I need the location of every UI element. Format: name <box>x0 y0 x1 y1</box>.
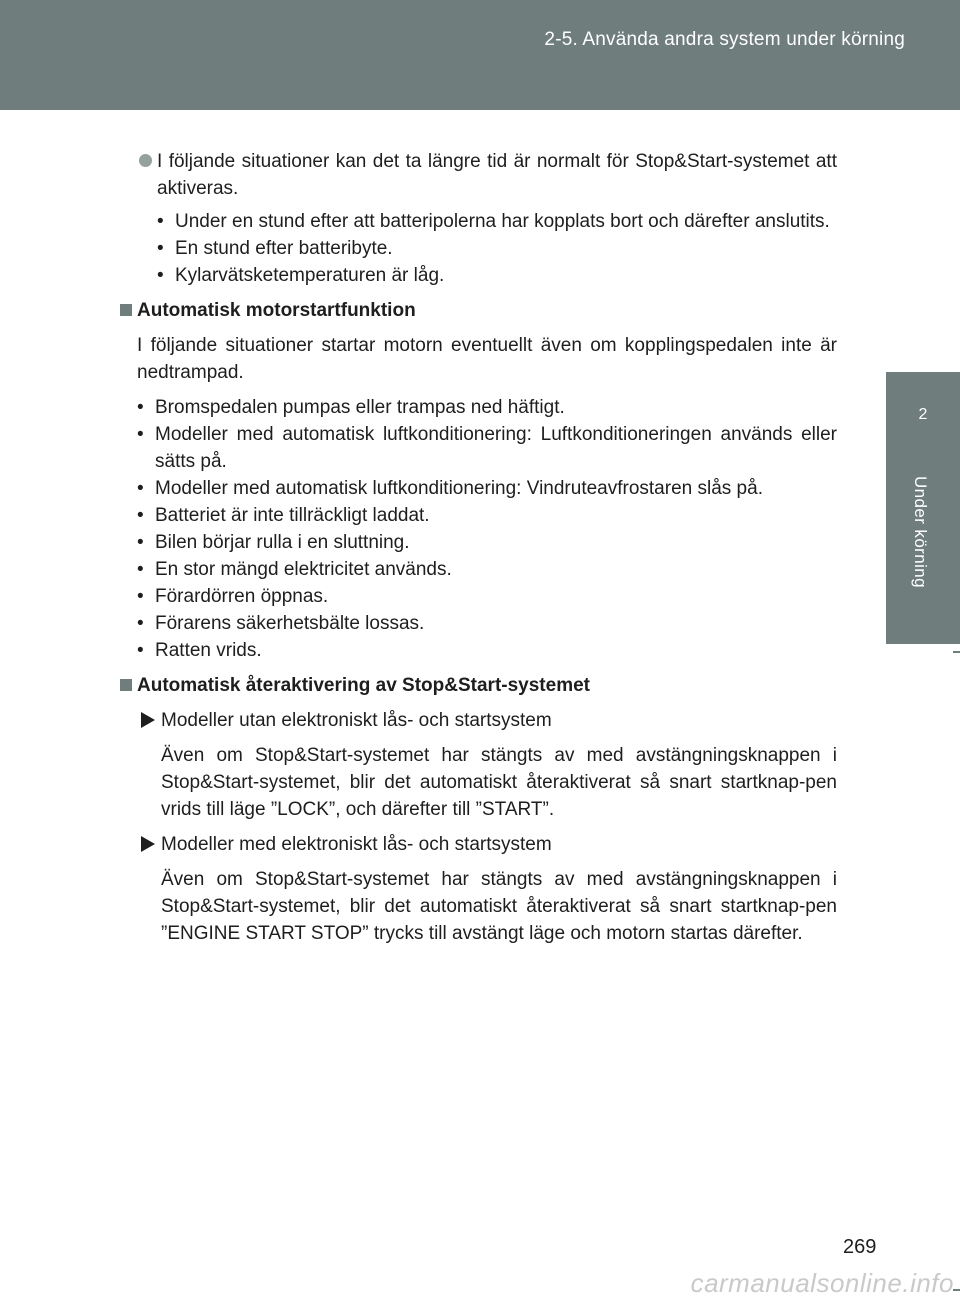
bullet-icon: • <box>137 505 144 526</box>
section-title: 2-5. Använda andra system under körning <box>544 29 905 50</box>
circle-bullet-icon <box>139 154 152 167</box>
list-item: • Modeller med automatisk luftkonditionering: Vindruteavfrostaren slås på. <box>137 475 837 502</box>
header-band <box>0 0 960 110</box>
chapter-tab <box>886 372 960 466</box>
bullet-icon: • <box>137 478 144 499</box>
section-paragraph: I följande situationer startar motorn eventuellt även om kopplingspedalen inte är nedtrampad. <box>137 335 837 383</box>
model-paragraph: Även om Stop&Start-systemet har stängts av med avstängningsknappen i Stop&Start-systemet, blir det automatiskt återaktiverat så snart startknap-pen vrids till läge ”LOCK”, och därefter till ”START”. <box>161 745 837 820</box>
model-paragraph: Även om Stop&Start-systemet har stängts av med avstängningsknappen i Stop&Start-systemet, blir det automatiskt återaktiverat så snart startknap-pen ”ENGINE START STOP” trycks till avstängt läge och motorn startas därefter. <box>161 869 837 944</box>
chapter-number: 2 <box>918 406 928 423</box>
page-content <box>120 148 837 947</box>
list-item: • Under en stund efter att batteripolerna har kopplats bort och därefter anslutits. <box>157 208 837 235</box>
list-item: • Förardörren öppnas. <box>137 583 837 610</box>
chapter-strip <box>886 466 960 644</box>
triangle-pointer-icon <box>141 712 155 728</box>
intro-bullet-list <box>157 208 837 289</box>
square-bullet-icon <box>120 679 132 691</box>
crop-mark <box>953 10 960 12</box>
page-number: 269 <box>843 1236 877 1258</box>
triangle-pointer-icon <box>141 836 155 852</box>
bullet-icon: • <box>137 586 144 607</box>
bullet-icon: • <box>137 613 144 634</box>
intro-text: I följande situationer kan det ta längre tid är normalt för Stop&Start-systemet att aktiveras. <box>157 151 837 199</box>
list-item: • Modeller med automatisk luftkonditionering: Luftkonditioneringen används eller sätts på. <box>137 421 837 475</box>
bullet-icon: • <box>137 397 144 418</box>
section-heading: Automatisk återaktivering av Stop&Start-systemet <box>120 672 837 699</box>
list-item: • En stund efter batteribyte. <box>157 235 837 262</box>
section-heading: Automatisk motorstartfunktion <box>120 297 837 324</box>
intro-note <box>120 148 837 202</box>
square-bullet-icon <box>120 304 132 316</box>
list-item: • Batteriet är inte tillräckligt laddat. <box>137 502 837 529</box>
list-item: • Bromspedalen pumpas eller trampas ned häftigt. <box>137 394 837 421</box>
crop-mark <box>953 1289 960 1291</box>
list-item: • Ratten vrids. <box>137 637 837 664</box>
chapter-label: Under körning <box>911 476 930 588</box>
list-item: • Kylarvätsketemperaturen är låg. <box>157 262 837 289</box>
bullet-icon: • <box>137 640 144 661</box>
model-heading: Modeller utan elektroniskt lås- och startsystem <box>120 707 837 734</box>
section-bullet-list <box>120 394 837 664</box>
bullet-icon: • <box>137 424 144 445</box>
model-heading: Modeller med elektroniskt lås- och startsystem <box>120 831 837 858</box>
bullet-icon: • <box>157 238 164 259</box>
list-item: • Bilen börjar rulla i en sluttning. <box>137 529 837 556</box>
list-item: • Förarens säkerhetsbälte lossas. <box>137 610 837 637</box>
crop-mark <box>953 651 960 653</box>
bullet-icon: • <box>137 532 144 553</box>
bullet-icon: • <box>157 211 164 232</box>
bullet-icon: • <box>137 559 144 580</box>
bullet-icon: • <box>157 265 164 286</box>
watermark: carmanualsonline.info <box>690 1268 954 1298</box>
list-item: • En stor mängd elektricitet används. <box>137 556 837 583</box>
